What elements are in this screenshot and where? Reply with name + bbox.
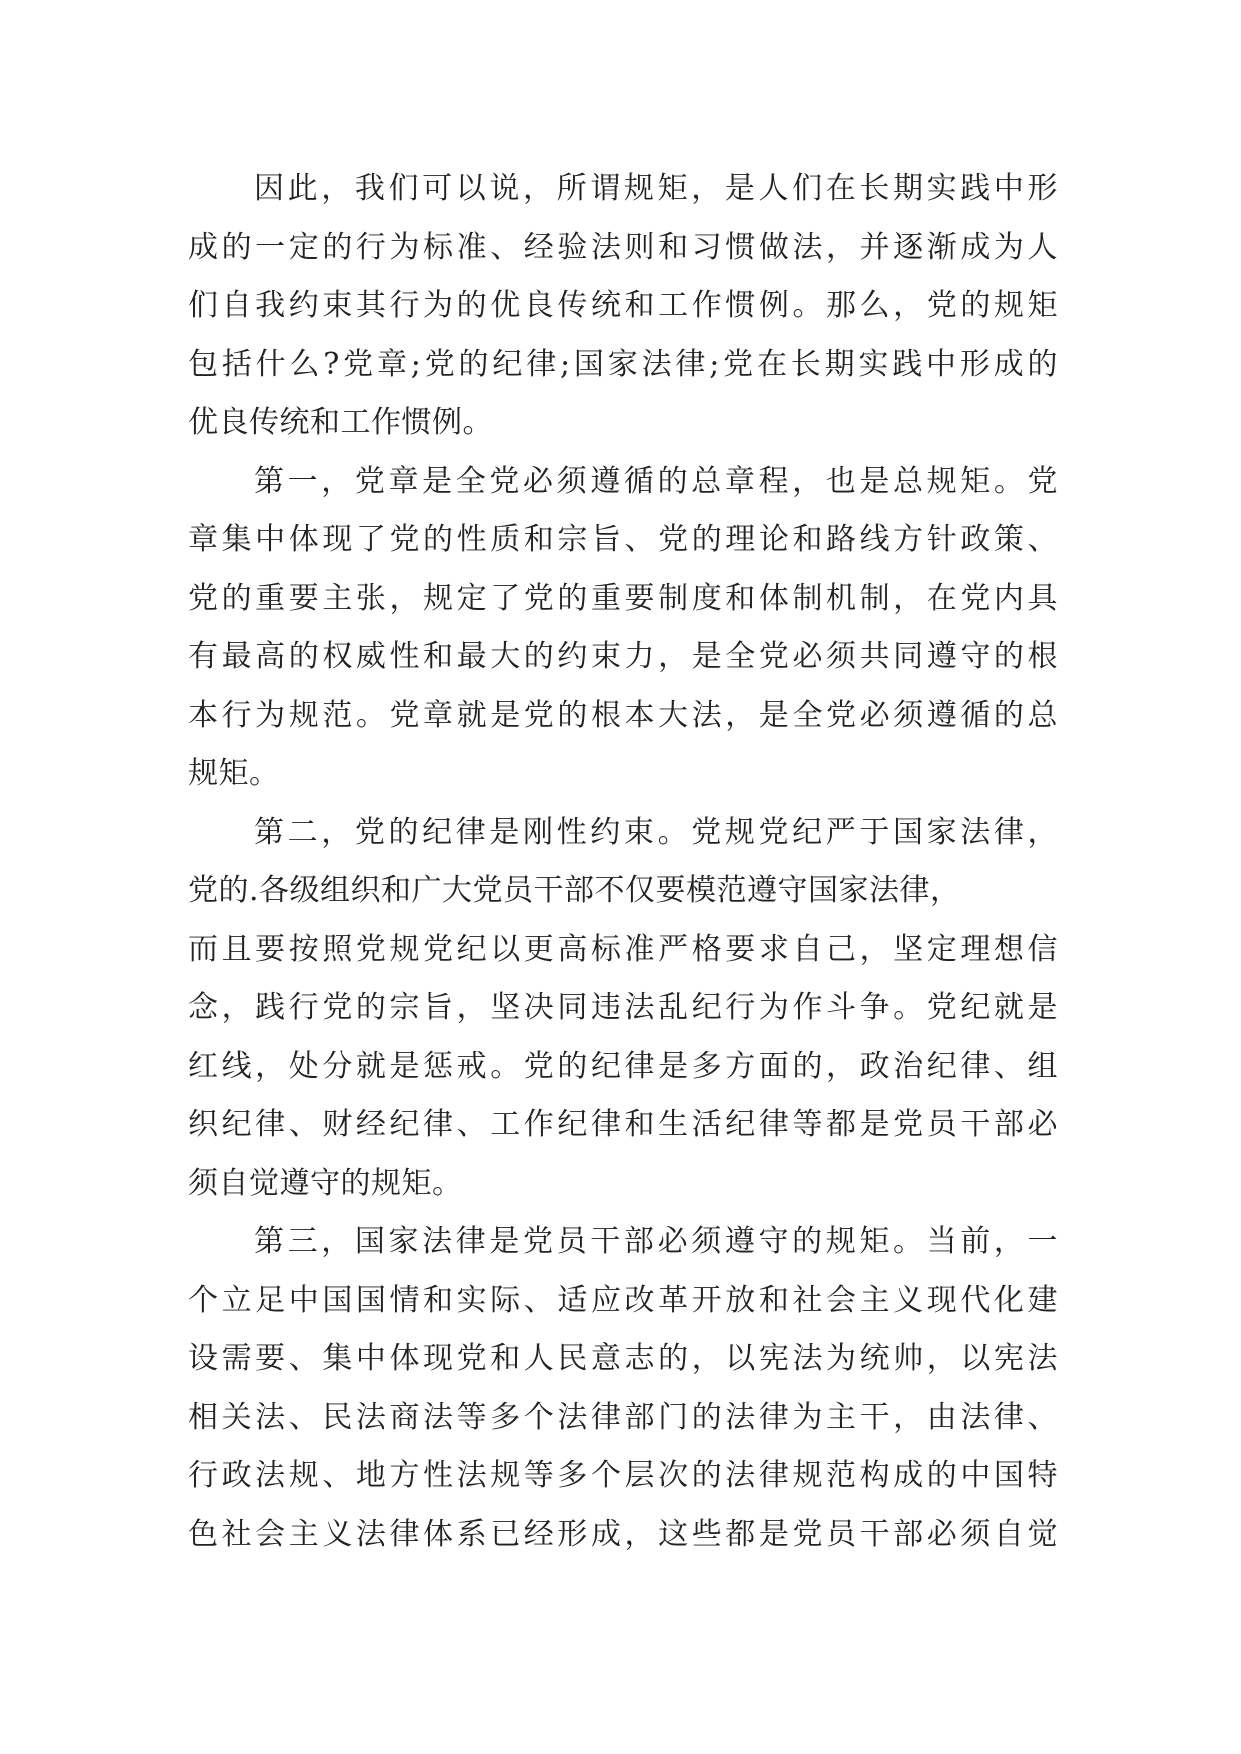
text-line: 相关法、民法商法等多个法律部门的法律为主干，由法律、 <box>188 1399 1058 1435</box>
text-line: 优良传统和工作惯例。 <box>188 405 493 440</box>
text-line: 色社会主义法律体系已经形成，这些都是党员干部必须自觉 <box>188 1516 1058 1552</box>
text-line: 第三，国家法律是党员干部必须遵守的规矩。当前，一 <box>254 1224 1058 1259</box>
text-line: 因此，我们可以说，所谓规矩，是人们在长期实践中形 <box>254 171 1058 206</box>
document-body <box>188 160 1058 1564</box>
text-line: 党的重要主张，规定了党的重要制度和体制机制，在党内具 <box>188 580 1058 616</box>
text-line: 念，践行党的宗旨，坚决同违法乱纪行为作斗争。党纪就是 <box>188 990 1058 1025</box>
text-line: 们自我约束其行为的优良传统和工作惯例。那么，党的规矩 <box>188 288 1058 323</box>
paragraph-first-party-constitution <box>188 453 1058 804</box>
text-line: 章集中体现了党的性质和宗旨、党的理论和路线方针政策、 <box>188 522 1058 557</box>
text-line: 织纪律、财经纪律、工作纪律和生活纪律等都是党员干部必 <box>188 1107 1058 1142</box>
text-line: 第一，党章是全党必须遵循的总章程，也是总规矩。党 <box>254 463 1058 499</box>
text-line: 个立足中国国情和实际、适应改革开放和社会主义现代化建 <box>188 1282 1058 1318</box>
text-line: 成的一定的行为标准、经验法则和习惯做法，并逐渐成为人 <box>188 229 1058 265</box>
text-line: 第二，党的纪律是刚性约束。党规党纪严于国家法律， <box>254 814 1058 850</box>
text-line: 须自觉遵守的规矩。 <box>188 1165 463 1201</box>
text-line: 而且要按照党规党纪以更高标准严格要求自己，坚定理想信 <box>188 931 1058 967</box>
text-line: 设需要、集中体现党和人民意志的，以宪法为统帅，以宪法 <box>188 1341 1058 1376</box>
paragraph-second-party-discipline <box>188 804 1058 1214</box>
text-line: 红线，处分就是惩戒。党的纪律是多方面的，政治纪律、组 <box>188 1048 1058 1084</box>
text-line: 党的.各级组织和广大党员干部不仅要模范遵守国家法律， <box>188 873 961 908</box>
paragraph-rules-definition <box>188 160 1058 453</box>
text-line: 本行为规范。党章就是党的根本大法，是全党必须遵循的总 <box>188 697 1058 733</box>
text-line: 有最高的权威性和最大的约束力，是全党必须共同遵守的根 <box>188 639 1058 674</box>
paragraph-third-national-law <box>188 1213 1058 1564</box>
text-line: 规矩。 <box>188 756 280 791</box>
text-line: 行政法规、地方性法规等多个层次的法律规范构成的中国特 <box>188 1458 1058 1493</box>
text-line: 包括什么?党章;党的纪律;国家法律;党在长期实践中形成的 <box>188 346 1058 382</box>
